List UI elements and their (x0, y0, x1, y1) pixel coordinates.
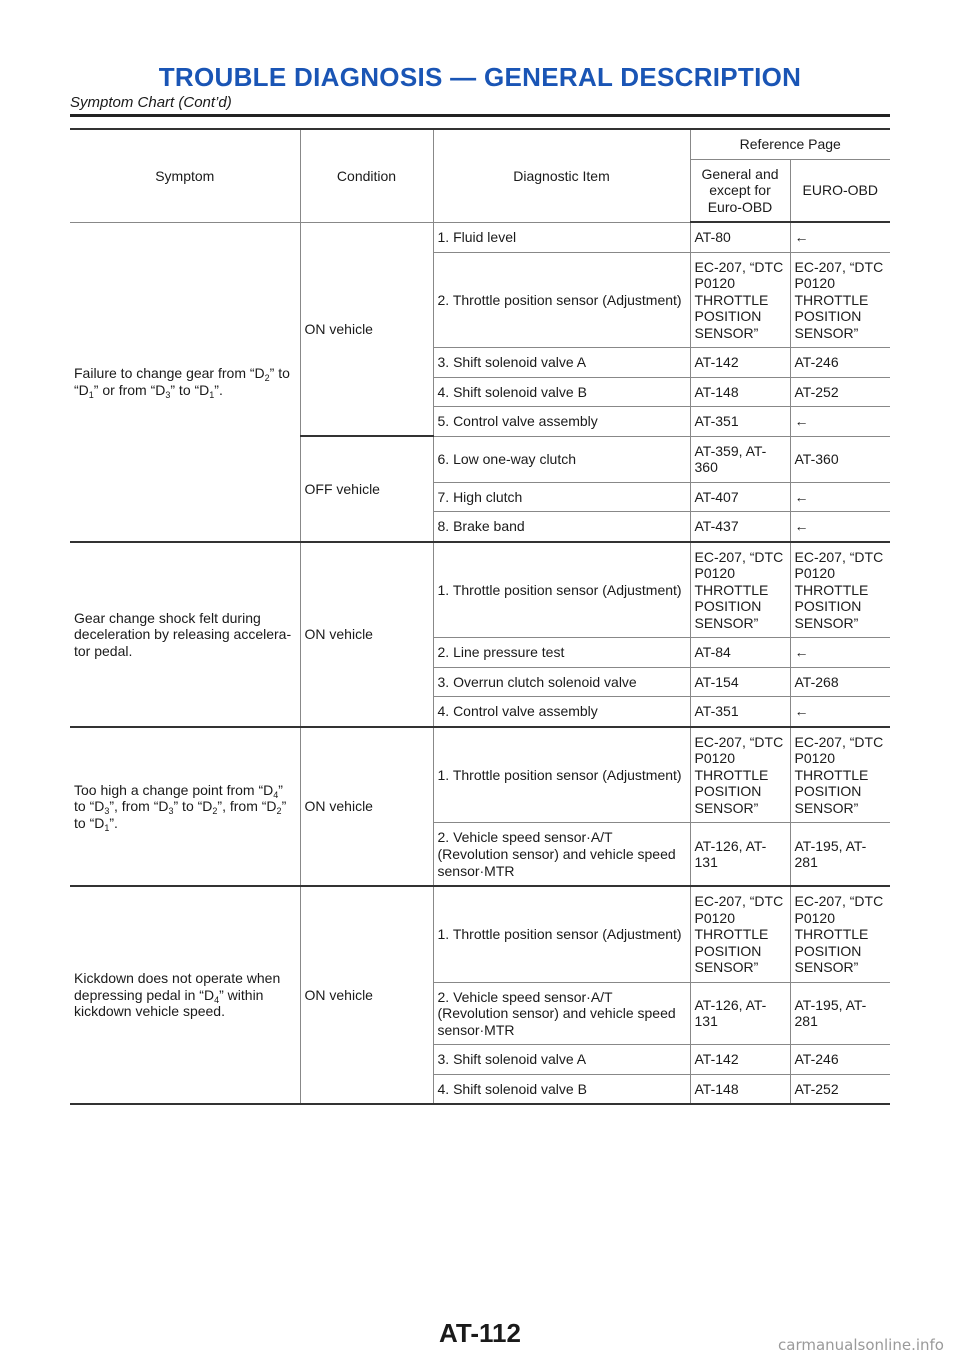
euro-ref-cell: EC-207, “DTC P0120 THROTTLE POSITION SENSOR” (790, 886, 890, 982)
euro-ref-cell: AT-246 (790, 348, 890, 378)
table-row (70, 222, 890, 252)
euro-ref-cell: ← (790, 407, 890, 437)
euro-ref-cell: AT-246 (790, 1045, 890, 1075)
general-ref-cell: EC-207, “DTC P0120 THROTTLE POSITION SENSOR” (690, 252, 790, 348)
euro-ref-cell: EC-207, “DTC P0120 THROTTLE POSITION SENSOR” (790, 727, 890, 823)
symptom-chart-table (70, 128, 890, 1105)
general-ref-cell: AT-126, AT-131 (690, 982, 790, 1045)
diagnostic-item-cell: 1. Throttle position sensor (Adjustment) (433, 886, 690, 982)
euro-ref-cell: EC-207, “DTC P0120 THROTTLE POSITION SENSOR” (790, 542, 890, 638)
euro-ref-cell: AT-195, AT-281 (790, 982, 890, 1045)
condition-cell: OFF vehicle (300, 436, 433, 542)
page-title: TROUBLE DIAGNOSIS — GENERAL DESCRIPTION (158, 62, 802, 92)
table-header (70, 129, 890, 222)
condition-cell: ON vehicle (300, 542, 433, 727)
diagnostic-item-cell: 1. Fluid level (433, 222, 690, 252)
euro-ref-cell: AT-195, AT-281 (790, 823, 890, 886)
col-euro-header: EURO-OBD (790, 159, 890, 222)
diagnostic-item-cell: 5. Control valve assembly (433, 407, 690, 437)
euro-ref-cell: ← (790, 222, 890, 252)
diagnostic-item-cell: 4. Control valve assembly (433, 697, 690, 727)
general-ref-cell: AT-351 (690, 697, 790, 727)
condition-cell: ON vehicle (300, 222, 433, 436)
watermark: carmanualsonline.info (778, 1336, 944, 1354)
condition-cell: ON vehicle (300, 886, 433, 1104)
general-ref-cell: AT-142 (690, 348, 790, 378)
diagnostic-item-cell: 4. Shift solenoid valve B (433, 1074, 690, 1104)
diagnostic-item-cell: 3. Overrun clutch solenoid valve (433, 667, 690, 697)
euro-ref-cell: ← (790, 512, 890, 542)
general-ref-cell: AT-437 (690, 512, 790, 542)
diagnostic-item-cell: 8. Brake band (433, 512, 690, 542)
symptom-cell: Too high a change point from “$D_4$” to “$D_3$”, from “$D_3$” to “$D_2$”, from “$D_2$” to “$D_1$”. (70, 727, 300, 886)
diagnostic-item-cell: 1. Throttle position sensor (Adjustment) (433, 542, 690, 638)
diagnostic-item-cell: 6. Low one-way clutch (433, 436, 690, 482)
condition-cell: ON vehicle (300, 727, 433, 886)
col-reference-header: Reference Page (690, 129, 890, 159)
symptom-cell: Gear change shock felt during deceleration by releasing accelera- tor pedal. (70, 542, 300, 727)
table-row (70, 727, 890, 823)
diagnostic-item-cell: 2. Line pressure test (433, 638, 690, 668)
euro-ref-cell: ← (790, 482, 890, 512)
symptom-cell: Failure to change gear from “$D_2$” to “$D_1$” or from “$D_3$” to “$D_1$”. (70, 222, 300, 542)
page-subtitle: Symptom Chart (Cont’d) (70, 94, 232, 111)
euro-ref-cell: EC-207, “DTC P0120 THROTTLE POSITION SENSOR” (790, 252, 890, 348)
table-body (70, 222, 890, 1104)
general-ref-cell: AT-359, AT-360 (690, 436, 790, 482)
diagnostic-item-cell: 2. Vehicle speed sensor·A/T (Revolution sensor) and vehicle speed sensor·MTR (433, 823, 690, 886)
general-ref-cell: AT-148 (690, 377, 790, 407)
euro-ref-cell: AT-252 (790, 377, 890, 407)
euro-ref-cell: AT-360 (790, 436, 890, 482)
general-ref-cell: AT-154 (690, 667, 790, 697)
diagnostic-item-cell: 4. Shift solenoid valve B (433, 377, 690, 407)
general-ref-cell: AT-80 (690, 222, 790, 252)
general-ref-cell: EC-207, “DTC P0120 THROTTLE POSITION SENSOR” (690, 886, 790, 982)
euro-ref-cell: ← (790, 638, 890, 668)
euro-ref-cell: AT-252 (790, 1074, 890, 1104)
header-rule (70, 114, 890, 117)
diagnostic-item-cell: 7. High clutch (433, 482, 690, 512)
diagnostic-item-cell: 1. Throttle position sensor (Adjustment) (433, 727, 690, 823)
diagnostic-item-cell: 3. Shift solenoid valve A (433, 348, 690, 378)
general-ref-cell: AT-351 (690, 407, 790, 437)
col-condition-header: Condition (300, 129, 433, 222)
page-number: AT-112 (439, 1318, 521, 1348)
euro-ref-cell: ← (790, 697, 890, 727)
col-general-header: General and except for Euro-OBD (690, 159, 790, 222)
table-row (70, 886, 890, 982)
col-symptom-header: Symptom (70, 129, 300, 222)
diagnostic-item-cell: 2. Vehicle speed sensor·A/T (Revolution sensor) and vehicle speed sensor·MTR (433, 982, 690, 1045)
general-ref-cell: AT-84 (690, 638, 790, 668)
general-ref-cell: AT-142 (690, 1045, 790, 1075)
general-ref-cell: AT-148 (690, 1074, 790, 1104)
general-ref-cell: AT-407 (690, 482, 790, 512)
diagnostic-item-cell: 2. Throttle position sensor (Adjustment) (433, 252, 690, 348)
diagnostic-item-cell: 3. Shift solenoid valve A (433, 1045, 690, 1075)
euro-ref-cell: AT-268 (790, 667, 890, 697)
col-diagnostic-header: Diagnostic Item (433, 129, 690, 222)
general-ref-cell: AT-126, AT-131 (690, 823, 790, 886)
general-ref-cell: EC-207, “DTC P0120 THROTTLE POSITION SENSOR” (690, 542, 790, 638)
general-ref-cell: EC-207, “DTC P0120 THROTTLE POSITION SENSOR” (690, 727, 790, 823)
symptom-cell: Kickdown does not operate when depressing pedal in “$D_4$” within kickdown vehicle speed. (70, 886, 300, 1104)
table-row (70, 542, 890, 638)
